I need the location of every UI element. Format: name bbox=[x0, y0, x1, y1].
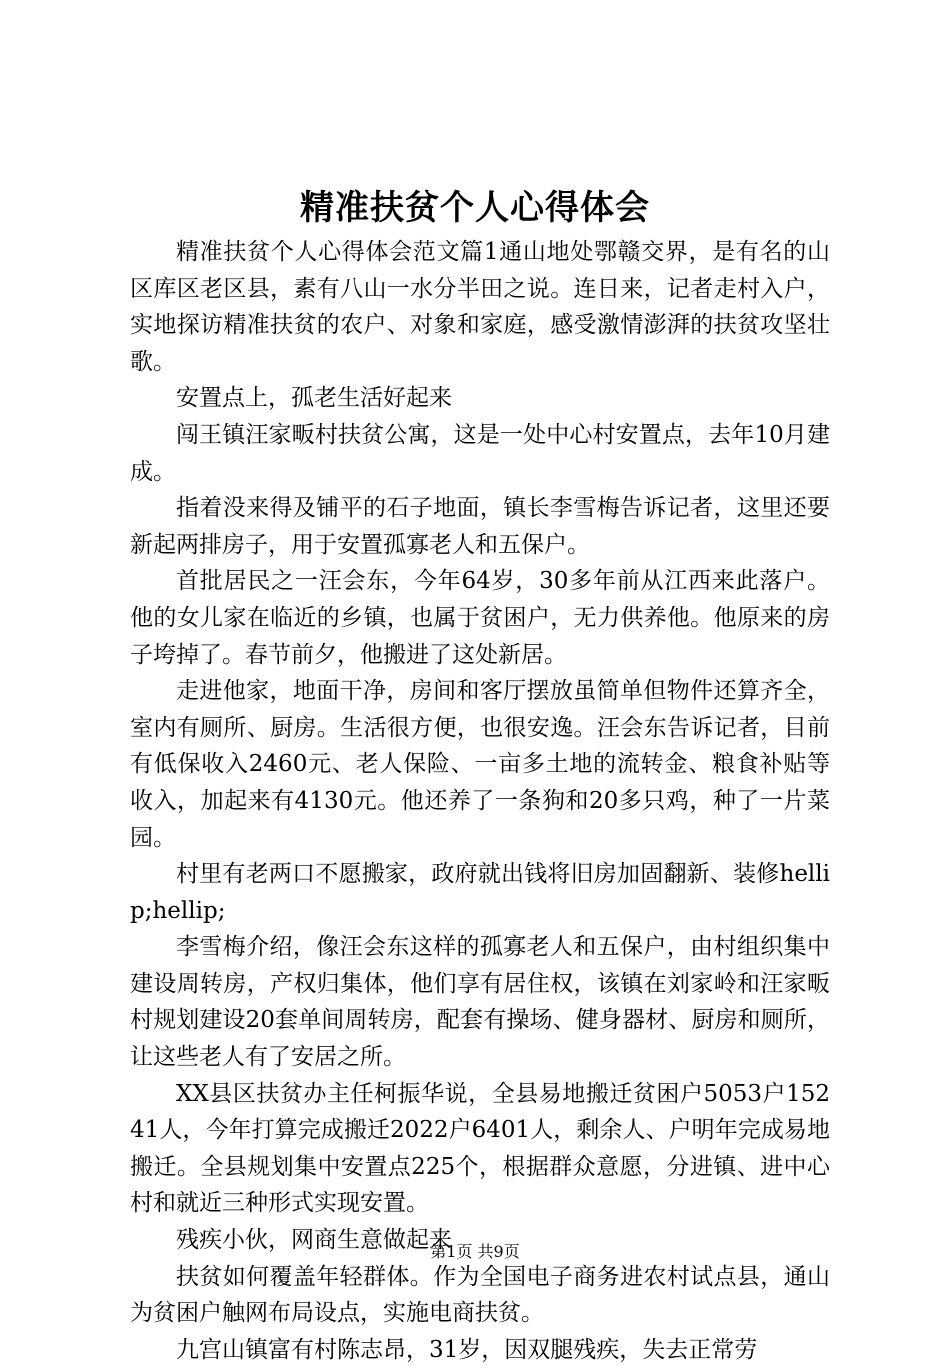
document-title: 精准扶贫个人心得体会 bbox=[300, 188, 650, 228]
paragraph-11: 扶贫如何覆盖年轻群体。作为全国电子商务进农村试点县，通山为贫困户触网布局设点，实施电商扶贫。 bbox=[130, 1263, 830, 1327]
paragraph-12: 九宫山镇富有村陈志昂，31岁，因双腿残疾，失去正常劳 bbox=[176, 1336, 758, 1363]
paragraph-7: 村里有老两口不愿搬家，政府就出钱将旧房加固翻新、装修hellip;hellip; bbox=[130, 861, 830, 924]
paragraph-4: 指着没来得及铺平的石子地面，镇长李雪梅告诉记者，这里还要新起两排房子，用于安置孤寡老人和五保户。 bbox=[130, 495, 830, 558]
page-footer: 第1页 共9页 bbox=[430, 1242, 520, 1261]
paragraph-2-subheading: 安置点上，孤老生活好起来 bbox=[176, 385, 452, 412]
paragraph-5: 首批居民之一汪会东，今年64岁，30多年前从江西来此落户。他的女儿家在临近的乡镇，也属于贫困户，无力供养他。他原来的房子垮掉了。春节前夕，他搬进了这处新居。 bbox=[130, 568, 830, 668]
paragraph-10-subheading: 残疾小伙，网商生意做起来 bbox=[176, 1227, 452, 1254]
paragraph-1: 精准扶贫个人心得体会范文篇1通山地处鄂赣交界，是有名的山区库区老区县，素有八山一水分半田之说。连日来，记者走村入户，实地探访精准扶贫的农户、对象和家庭，感受激情澎湃的扶贫攻坚壮歌。 bbox=[130, 239, 830, 375]
document-body bbox=[130, 234, 830, 1368]
paragraph-9: XX县区扶贫办主任柯振华说，全县易地搬迁贫困户5053户15241人，今年打算完成搬迁2022户6401人，剩余人、户明年完成易地搬迁。全县规划集中安置点225个，根据群众意愿，分进镇、进中心村和就近三种形式实现安置。 bbox=[130, 1080, 830, 1217]
paragraph-8: 李雪梅介绍，像汪会东这样的孤寡老人和五保户，由村组织集中建设周转房，产权归集体，他们享有居住权，该镇在刘家岭和汪家畈村规划建设20套单间周转房，配套有操场、健身器材、厨房和厕所，让这些老人有了安居之所。 bbox=[130, 934, 830, 1071]
paragraph-6: 走进他家，地面干净，房间和客厅摆放虽简单但物件还算齐全，室内有厕所、厨房。生活很方便，也很安逸。汪会东告诉记者，目前有低保收入2460元、老人保险、一亩多土地的流转金、粮食补贴等收入，加起来有4130元。他还养了一条狗和20多只鸡，种了一片菜园。 bbox=[130, 678, 830, 851]
paragraph-3: 闯王镇汪家畈村扶贫公寓，这是一处中心村安置点，去年10月建成。 bbox=[130, 421, 830, 485]
